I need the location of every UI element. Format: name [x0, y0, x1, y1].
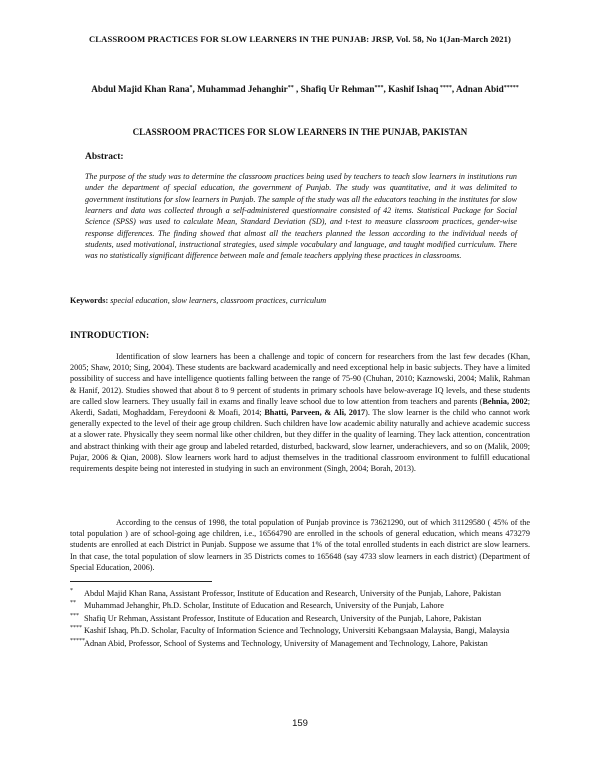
- footnote-text: Adnan Abid, Professor, School of Systems and Technology, University of Management and Technology, Lahore, Pakistan: [84, 638, 488, 648]
- paragraph-text: ). The slow learner is the child who cannot work generally expected to the level of their age group children. Such children have low academic ability naturally and achieve academic success at a slower rate. Physically they seem normal like other children, but they differ in the quality of learning. They lack attention, concentration and abstract thinking with their age group and labeled retarded, disturbed, backward, slow learner, underachievers, and so on (Malik, 2009; Pujar, 2006 & Qian, 2008). Slow learners work hard to adjust themselves in the traditional classroom environment to fulfill educational requirements despite being not interested in studying in such an environment (Singh, 2004; Borah, 2013).: [70, 408, 531, 474]
- footnote: [70, 625, 530, 636]
- introduction-paragraph-1: [70, 351, 530, 474]
- author-mark: **: [287, 85, 294, 91]
- author-name: Kashif Ishaq: [388, 84, 439, 94]
- citation-bold: Behnia, 2002: [482, 396, 528, 406]
- paragraph-text: Identification of slow learners has been a challenge and topic of concern for researchers from the last few decades (Khan, 2005; Shaw, 2010; Sing, 2004). These students are backward academically and need exceptional help in basic subjects. They have a limited possibility of success and have intelligence quotients falling between the range of 75-90 (Chuhan, 2010; Kaznowski, 2004; Malik, Rahman & Hanif, 2012). Studies showed that about 8 to 9 percent of students in primary schools have below-average IQ levels, and these students are called slow learners. They usually fail in exams and finally leave school due to low attention from teachers and parents (: [70, 352, 530, 406]
- footnote-mark: **: [70, 600, 76, 607]
- footnote-text: Kashif Ishaq, Ph.D. Scholar, Faculty of Information Science and Technology, Universiti Kebangsaan Malaysia, Bangi, Malaysia: [84, 626, 510, 636]
- paper-title: CLASSROOM PRACTICES FOR SLOW LEARNERS IN THE PUNJAB, PAKISTAN: [132, 127, 468, 137]
- author-mark: ***: [374, 85, 384, 91]
- introduction-heading: INTRODUCTION:: [70, 331, 150, 341]
- author-name: Abdul Majid Khan Rana: [91, 84, 190, 94]
- footnote-text: Muhammad Jehanghir, Ph.D. Scholar, Institute of Education and Research, University of the Punjab, Lahore: [84, 601, 444, 611]
- footnote-divider: [70, 581, 212, 582]
- author-separator: ,: [192, 84, 198, 94]
- author-mark: *: [189, 85, 193, 91]
- keywords: [70, 296, 540, 305]
- author-name: Shafiq Ur Rehman: [300, 84, 375, 94]
- running-head: CLASSROOM PRACTICES FOR SLOW LEARNERS IN THE PUNJAB: JRSP, Vol. 58, No 1(Jan-March 2021): [89, 34, 511, 44]
- abstract-text: The purpose of the study was to determine the classroom practices being used by teachers to teach slow learners in institutions run under the department of special education, the government of Punjab. The study was quantitative, and it was delimited to government institutions for slow learners in Punjab. The sample of the study was all the educators teaching in the institutes for slow learners and data was collected through a self-administered questionnaire consisted of 42 items. Statistical Package for Social Science (SPSS) was used to calculate Mean, Standard Deviation (SD), and t-test to measure classroom practices, gender-wise response differences. The finding showed that almost all the teachers planned the lesson according to the individual needs of students, used motivational, instructional strategies, used simple vocabulary and language, and taught modified curriculum. There was no statistically significant difference between male and female teachers applying these practices in classrooms.: [85, 172, 517, 261]
- keywords-label: Keywords:: [70, 296, 109, 305]
- citation-bold: Bhatti, Parveen, & Ali, 2017: [264, 408, 366, 418]
- introduction-paragraph-2: According to the census of 1998, the total population of Punjab province is 73621290, out of which 31129580 ( 45% of the total population ) are of school-going age children, i.e., 16564790 are enrolled in the schools of general education, which means 473279 students are enrolled at each District in Punjab. Suppose we assume that 1% of the total enrolled students in each district are slow learners. In that case, the total population of slow learners in 35 Districts comes to 165648 (say 4733 slow learners in each district) (Department of Special Education, 2006).: [70, 518, 530, 572]
- author-list: [70, 84, 540, 94]
- footnote: [70, 638, 530, 649]
- footnote: [70, 613, 530, 624]
- footnote: [70, 588, 530, 599]
- author-separator: ,: [293, 84, 301, 94]
- footnote-mark: *: [70, 588, 73, 594]
- author-name: Adnan Abid: [456, 84, 504, 94]
- author-name: Muhammad Jehanghir: [197, 84, 288, 94]
- page-number: 159: [292, 718, 308, 729]
- footnote-mark: ****: [70, 625, 82, 632]
- footnote-text: Abdul Majid Khan Rana, Assistant Professor, Institute of Education and Research, University of the Punjab, Lahore, Pakistan: [84, 589, 501, 598]
- keywords-text: special education, slow learners, classroom practices, curriculum: [110, 296, 327, 305]
- paragraph-text: ; Akerdi, Sadati, Moghaddam, Fereydooni & Moafi, 2014;: [70, 396, 530, 418]
- footnote-mark: ***: [70, 612, 79, 619]
- author-separator: ,: [383, 84, 389, 94]
- abstract-heading: Abstract:: [85, 152, 124, 162]
- footnote-text: Shafiq Ur Rehman, Assistant Professor, Institute of Education and Research, University of the Punjab, Lahore, Pakistan: [84, 613, 482, 623]
- footnote: [70, 600, 530, 611]
- author-mark: ****: [438, 85, 452, 91]
- author-mark: *****: [503, 85, 519, 91]
- footnotes: [70, 588, 530, 650]
- footnote-mark: *****: [70, 637, 85, 644]
- author-separator: ,: [451, 84, 456, 94]
